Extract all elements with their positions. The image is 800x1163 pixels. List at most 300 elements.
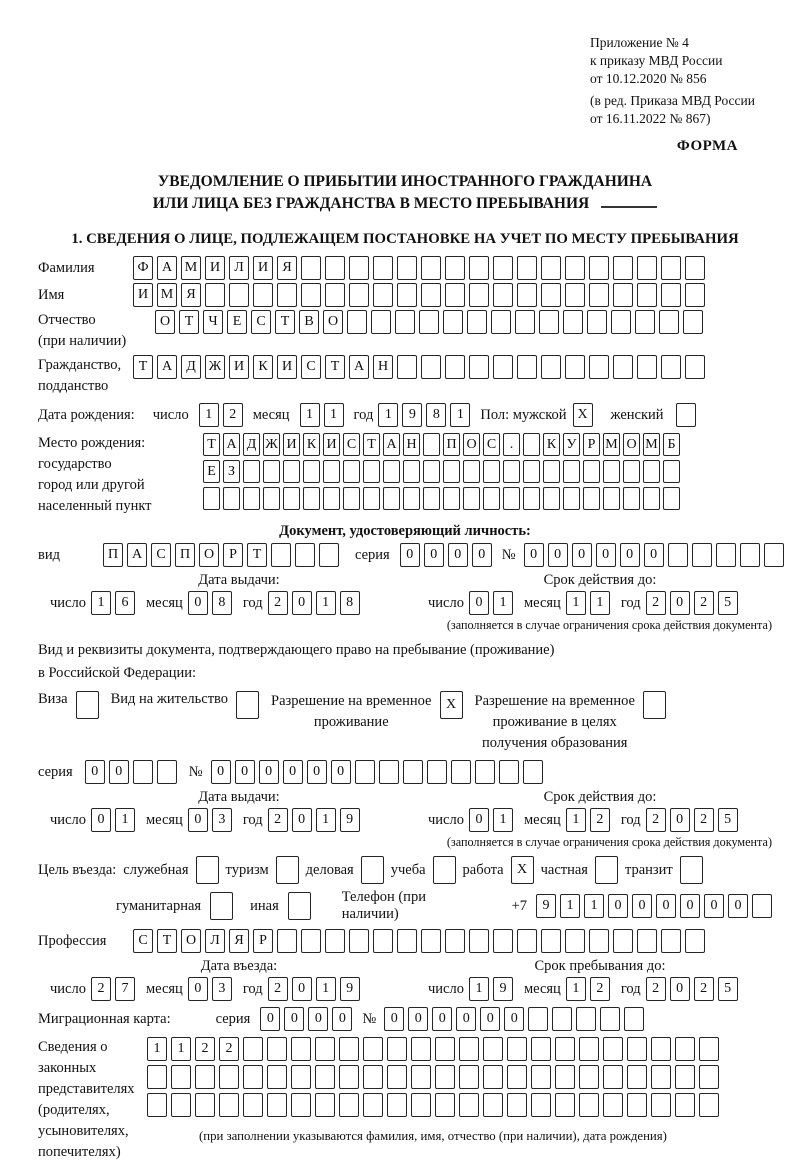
char-box-filled[interactable]: 0 [259, 760, 279, 784]
char-box-filled[interactable]: 9 [402, 403, 422, 427]
char-box[interactable] [589, 283, 609, 307]
char-box-filled[interactable]: 1 [316, 808, 336, 832]
char-box[interactable] [419, 310, 439, 334]
char-box-filled[interactable]: 1 [450, 403, 470, 427]
char-box[interactable] [589, 929, 609, 953]
char-box-filled[interactable]: 0 [188, 808, 208, 832]
char-box-filled[interactable]: 1 [590, 591, 610, 615]
char-box-filled[interactable]: 0 [596, 543, 616, 567]
char-box[interactable] [339, 1037, 359, 1061]
char-box[interactable] [541, 283, 561, 307]
char-box-filled[interactable]: X [573, 403, 593, 427]
char-box-filled[interactable]: 0 [307, 760, 327, 784]
char-box[interactable] [243, 460, 260, 483]
char-box[interactable] [493, 283, 513, 307]
char-box-filled[interactable]: О [155, 310, 175, 334]
char-box[interactable] [445, 256, 465, 280]
char-box[interactable] [651, 1037, 671, 1061]
char-box-filled[interactable]: М [181, 256, 201, 280]
char-box[interactable] [387, 1065, 407, 1089]
char-box[interactable] [663, 460, 680, 483]
char-box-filled[interactable]: 0 [728, 894, 748, 918]
char-box-filled[interactable]: С [301, 355, 321, 379]
char-box[interactable] [459, 1093, 479, 1117]
char-box[interactable] [371, 310, 391, 334]
char-box[interactable] [503, 460, 520, 483]
char-box-filled[interactable]: 0 [644, 543, 664, 567]
char-box[interactable] [243, 1093, 263, 1117]
char-box-filled[interactable]: Ж [263, 433, 280, 456]
char-box[interactable] [661, 929, 681, 953]
char-box-filled[interactable]: 0 [469, 808, 489, 832]
char-box-filled[interactable]: 9 [536, 894, 556, 918]
char-box[interactable] [319, 543, 339, 567]
char-box-filled[interactable]: 1 [316, 591, 336, 615]
char-box-filled[interactable]: И [205, 256, 225, 280]
char-box-filled[interactable]: 1 [566, 977, 586, 1001]
char-box[interactable] [623, 460, 640, 483]
char-box[interactable] [427, 760, 447, 784]
char-box[interactable] [659, 310, 679, 334]
char-box[interactable] [587, 310, 607, 334]
char-box[interactable] [435, 1093, 455, 1117]
char-box[interactable] [555, 1093, 575, 1117]
char-box-filled[interactable]: В [299, 310, 319, 334]
char-box[interactable] [595, 856, 618, 884]
char-box[interactable] [323, 487, 340, 510]
char-box[interactable] [435, 1065, 455, 1089]
char-box[interactable] [541, 355, 561, 379]
char-box[interactable] [676, 403, 696, 427]
char-box[interactable] [445, 355, 465, 379]
char-box-filled[interactable]: 0 [283, 760, 303, 784]
char-box-filled[interactable]: 8 [212, 591, 232, 615]
char-box[interactable] [301, 256, 321, 280]
char-box[interactable] [363, 1065, 383, 1089]
char-box-filled[interactable]: Ф [133, 256, 153, 280]
char-box[interactable] [463, 487, 480, 510]
char-box-filled[interactable]: 9 [340, 977, 360, 1001]
char-box-filled[interactable]: 1 [147, 1037, 167, 1061]
char-box-filled[interactable]: 1 [584, 894, 604, 918]
char-box[interactable] [651, 1065, 671, 1089]
char-box-filled[interactable]: 0 [448, 543, 468, 567]
char-box-filled[interactable]: Т [179, 310, 199, 334]
char-box-filled[interactable]: 0 [620, 543, 640, 567]
char-box[interactable] [283, 487, 300, 510]
char-box[interactable] [203, 487, 220, 510]
char-box[interactable] [627, 1065, 647, 1089]
char-box[interactable] [443, 310, 463, 334]
char-box[interactable] [563, 487, 580, 510]
char-box-filled[interactable]: К [303, 433, 320, 456]
char-box[interactable] [277, 283, 297, 307]
char-box-filled[interactable]: 2 [268, 977, 288, 1001]
char-box[interactable] [373, 283, 393, 307]
char-box[interactable] [323, 460, 340, 483]
char-box-filled[interactable]: 0 [432, 1007, 452, 1031]
char-box[interactable] [157, 760, 177, 784]
char-box-filled[interactable]: 7 [115, 977, 135, 1001]
char-box[interactable] [463, 460, 480, 483]
char-box-filled[interactable]: 1 [300, 403, 320, 427]
char-box-filled[interactable]: И [283, 433, 300, 456]
char-box-filled[interactable]: 0 [548, 543, 568, 567]
char-box[interactable] [451, 760, 471, 784]
char-box-filled[interactable]: И [133, 283, 153, 307]
char-box-filled[interactable]: С [133, 929, 153, 953]
char-box[interactable] [692, 543, 712, 567]
char-box[interactable] [147, 1065, 167, 1089]
char-box[interactable] [531, 1093, 551, 1117]
char-box-filled[interactable]: М [603, 433, 620, 456]
char-box[interactable] [675, 1093, 695, 1117]
char-box-filled[interactable]: 0 [656, 894, 676, 918]
char-box[interactable] [552, 1007, 572, 1031]
char-box-filled[interactable]: С [483, 433, 500, 456]
char-box[interactable] [423, 433, 440, 456]
char-box-filled[interactable]: 0 [85, 760, 105, 784]
char-box-filled[interactable]: 3 [212, 808, 232, 832]
char-box[interactable] [383, 487, 400, 510]
char-box[interactable] [507, 1037, 527, 1061]
char-box[interactable] [421, 355, 441, 379]
char-box[interactable] [623, 487, 640, 510]
char-box-filled[interactable]: 2 [91, 977, 111, 1001]
char-box-filled[interactable]: К [543, 433, 560, 456]
char-box-filled[interactable]: И [229, 355, 249, 379]
char-box-filled[interactable]: 0 [504, 1007, 524, 1031]
char-box-filled[interactable]: 0 [704, 894, 724, 918]
char-box-filled[interactable]: 2 [646, 808, 666, 832]
char-box-filled[interactable]: 0 [608, 894, 628, 918]
char-box[interactable] [421, 256, 441, 280]
char-box-filled[interactable]: М [643, 433, 660, 456]
char-box[interactable] [613, 283, 633, 307]
char-box[interactable] [680, 856, 703, 884]
char-box[interactable] [493, 355, 513, 379]
char-box[interactable] [196, 856, 219, 884]
char-box[interactable] [291, 1065, 311, 1089]
char-box-filled[interactable]: 9 [340, 808, 360, 832]
char-box[interactable] [603, 460, 620, 483]
char-box[interactable] [195, 1065, 215, 1089]
char-box[interactable] [276, 856, 299, 884]
char-box-filled[interactable]: Р [253, 929, 273, 953]
char-box[interactable] [411, 1093, 431, 1117]
char-box-filled[interactable]: 5 [718, 808, 738, 832]
char-box-filled[interactable]: А [349, 355, 369, 379]
char-box[interactable] [541, 256, 561, 280]
char-box[interactable] [603, 1065, 623, 1089]
char-box-filled[interactable]: 0 [188, 977, 208, 1001]
char-box[interactable] [764, 543, 784, 567]
char-box[interactable] [563, 310, 583, 334]
char-box[interactable] [469, 256, 489, 280]
char-box[interactable] [387, 1093, 407, 1117]
char-box[interactable] [343, 487, 360, 510]
char-box[interactable] [469, 355, 489, 379]
char-box[interactable] [315, 1037, 335, 1061]
char-box[interactable] [325, 256, 345, 280]
char-box[interactable] [613, 256, 633, 280]
char-box[interactable] [483, 1093, 503, 1117]
char-box-filled[interactable]: 0 [292, 808, 312, 832]
char-box-filled[interactable]: 1 [115, 808, 135, 832]
char-box[interactable] [277, 929, 297, 953]
char-box[interactable] [301, 283, 321, 307]
char-box[interactable] [339, 1093, 359, 1117]
char-box-filled[interactable]: 2 [195, 1037, 215, 1061]
char-box[interactable] [243, 1037, 263, 1061]
char-box-filled[interactable]: 2 [694, 591, 714, 615]
char-box[interactable] [627, 1037, 647, 1061]
char-box[interactable] [395, 310, 415, 334]
char-box[interactable] [589, 355, 609, 379]
char-box[interactable] [483, 460, 500, 483]
char-box[interactable] [195, 1093, 215, 1117]
char-box[interactable] [421, 929, 441, 953]
char-box[interactable] [205, 283, 225, 307]
char-box[interactable] [583, 460, 600, 483]
char-box[interactable] [539, 310, 559, 334]
char-box[interactable] [579, 1065, 599, 1089]
char-box-filled[interactable]: 0 [292, 977, 312, 1001]
char-box[interactable] [253, 283, 273, 307]
char-box[interactable] [528, 1007, 548, 1031]
char-box-filled[interactable]: О [463, 433, 480, 456]
char-box[interactable] [493, 256, 513, 280]
char-box[interactable] [483, 1037, 503, 1061]
char-box[interactable] [483, 1065, 503, 1089]
char-box[interactable] [493, 929, 513, 953]
char-box-filled[interactable]: 2 [694, 808, 714, 832]
char-box-filled[interactable]: Д [243, 433, 260, 456]
char-box[interactable] [637, 256, 657, 280]
char-box-filled[interactable]: 0 [472, 543, 492, 567]
char-box[interactable] [499, 760, 519, 784]
char-box[interactable] [403, 760, 423, 784]
char-box[interactable] [543, 460, 560, 483]
char-box[interactable] [523, 487, 540, 510]
char-box-filled[interactable]: 2 [646, 591, 666, 615]
char-box[interactable] [263, 460, 280, 483]
char-box-filled[interactable]: 0 [670, 977, 690, 1001]
char-box-filled[interactable]: Я [229, 929, 249, 953]
char-box[interactable] [459, 1037, 479, 1061]
char-box[interactable] [716, 543, 736, 567]
char-box[interactable] [223, 487, 240, 510]
char-box-filled[interactable]: 2 [219, 1037, 239, 1061]
char-box-filled[interactable]: Е [203, 460, 220, 483]
char-box[interactable] [303, 460, 320, 483]
char-box-filled[interactable]: Р [223, 543, 243, 567]
char-box[interactable] [683, 310, 703, 334]
char-box-filled[interactable]: 2 [268, 808, 288, 832]
char-box[interactable] [301, 929, 321, 953]
char-box-filled[interactable]: И [277, 355, 297, 379]
char-box[interactable] [315, 1065, 335, 1089]
char-box[interactable] [271, 543, 291, 567]
char-box[interactable] [423, 460, 440, 483]
char-box-filled[interactable]: 2 [694, 977, 714, 1001]
char-box[interactable] [579, 1037, 599, 1061]
char-box-filled[interactable]: 2 [646, 977, 666, 1001]
char-box[interactable] [637, 929, 657, 953]
char-box-filled[interactable]: Л [229, 256, 249, 280]
char-box[interactable] [643, 487, 660, 510]
char-box[interactable] [523, 433, 540, 456]
char-box[interactable] [483, 487, 500, 510]
char-box[interactable] [752, 894, 772, 918]
char-box-filled[interactable]: 0 [424, 543, 444, 567]
char-box[interactable] [443, 460, 460, 483]
char-box[interactable] [675, 1065, 695, 1089]
char-box[interactable] [229, 283, 249, 307]
char-box[interactable] [517, 355, 537, 379]
char-box-filled[interactable]: 0 [400, 543, 420, 567]
char-box-filled[interactable]: 0 [480, 1007, 500, 1031]
char-box-filled[interactable]: Е [227, 310, 247, 334]
char-box[interactable] [637, 283, 657, 307]
char-box-filled[interactable]: О [323, 310, 343, 334]
char-box[interactable] [555, 1037, 575, 1061]
char-box-filled[interactable]: 1 [171, 1037, 191, 1061]
char-box[interactable] [445, 283, 465, 307]
char-box-filled[interactable]: 0 [632, 894, 652, 918]
char-box-filled[interactable]: 0 [235, 760, 255, 784]
char-box[interactable] [133, 760, 153, 784]
char-box-filled[interactable]: Т [133, 355, 153, 379]
char-box[interactable] [325, 283, 345, 307]
char-box-filled[interactable]: 1 [566, 808, 586, 832]
char-box-filled[interactable]: . [503, 433, 520, 456]
char-box[interactable] [603, 1093, 623, 1117]
char-box[interactable] [267, 1065, 287, 1089]
char-box[interactable] [475, 760, 495, 784]
char-box-filled[interactable]: 0 [456, 1007, 476, 1031]
char-box-filled[interactable]: Л [205, 929, 225, 953]
char-box[interactable] [171, 1093, 191, 1117]
char-box-filled[interactable]: 2 [223, 403, 243, 427]
char-box-filled[interactable]: 0 [91, 808, 111, 832]
char-box[interactable] [661, 256, 681, 280]
char-box[interactable] [699, 1065, 719, 1089]
char-box[interactable] [643, 691, 666, 719]
char-box[interactable] [663, 487, 680, 510]
char-box-filled[interactable]: Д [181, 355, 201, 379]
char-box[interactable] [459, 1065, 479, 1089]
char-box[interactable] [675, 1037, 695, 1061]
char-box[interactable] [243, 1065, 263, 1089]
char-box[interactable] [315, 1093, 335, 1117]
char-box[interactable] [397, 355, 417, 379]
char-box[interactable] [507, 1065, 527, 1089]
char-box[interactable] [243, 487, 260, 510]
char-box-filled[interactable]: 0 [211, 760, 231, 784]
char-box-filled[interactable]: А [383, 433, 400, 456]
char-box-filled[interactable]: Н [403, 433, 420, 456]
char-box[interactable] [421, 283, 441, 307]
char-box-filled[interactable]: 0 [408, 1007, 428, 1031]
char-box[interactable] [531, 1037, 551, 1061]
char-box-filled[interactable]: С [343, 433, 360, 456]
char-box-filled[interactable]: 0 [188, 591, 208, 615]
char-box[interactable] [349, 283, 369, 307]
char-box[interactable] [219, 1093, 239, 1117]
char-box-filled[interactable]: 1 [378, 403, 398, 427]
char-box[interactable] [517, 929, 537, 953]
char-box[interactable] [651, 1093, 671, 1117]
char-box[interactable] [236, 691, 259, 719]
char-box[interactable] [517, 283, 537, 307]
char-box[interactable] [503, 487, 520, 510]
char-box[interactable] [661, 283, 681, 307]
char-box[interactable] [613, 355, 633, 379]
char-box[interactable] [267, 1037, 287, 1061]
char-box-filled[interactable]: А [157, 256, 177, 280]
char-box-filled[interactable]: Т [363, 433, 380, 456]
char-box[interactable] [363, 1093, 383, 1117]
char-box[interactable] [565, 355, 585, 379]
char-box[interactable] [523, 760, 543, 784]
char-box-filled[interactable]: 1 [493, 808, 513, 832]
char-box-filled[interactable]: М [157, 283, 177, 307]
char-box[interactable] [624, 1007, 644, 1031]
char-box[interactable] [411, 1065, 431, 1089]
char-box[interactable] [147, 1093, 167, 1117]
char-box-filled[interactable]: 0 [469, 591, 489, 615]
char-box-filled[interactable]: У [563, 433, 580, 456]
char-box[interactable] [373, 929, 393, 953]
char-box[interactable] [295, 543, 315, 567]
char-box[interactable] [507, 1093, 527, 1117]
char-box-filled[interactable]: X [440, 691, 463, 719]
char-box[interactable] [603, 1037, 623, 1061]
char-box[interactable] [685, 929, 705, 953]
char-box[interactable] [343, 460, 360, 483]
char-box[interactable] [668, 543, 688, 567]
char-box[interactable] [643, 460, 660, 483]
char-box[interactable] [603, 487, 620, 510]
char-box-filled[interactable]: 1 [91, 591, 111, 615]
char-box-filled[interactable]: П [175, 543, 195, 567]
char-box[interactable] [339, 1065, 359, 1089]
char-box-filled[interactable]: Т [275, 310, 295, 334]
char-box[interactable] [699, 1037, 719, 1061]
char-box[interactable] [363, 487, 380, 510]
char-box[interactable] [403, 460, 420, 483]
char-box-filled[interactable]: 0 [332, 1007, 352, 1031]
char-box-filled[interactable]: О [199, 543, 219, 567]
char-box[interactable] [685, 283, 705, 307]
char-box-filled[interactable]: 0 [384, 1007, 404, 1031]
char-box-filled[interactable]: 0 [680, 894, 700, 918]
char-box-filled[interactable]: 0 [331, 760, 351, 784]
char-box-filled[interactable]: 2 [590, 808, 610, 832]
char-box-filled[interactable]: П [443, 433, 460, 456]
char-box-filled[interactable]: 1 [560, 894, 580, 918]
char-box[interactable] [383, 460, 400, 483]
char-box[interactable] [563, 460, 580, 483]
char-box-filled[interactable]: С [251, 310, 271, 334]
char-box[interactable] [361, 856, 384, 884]
char-box[interactable] [541, 929, 561, 953]
char-box[interactable] [523, 460, 540, 483]
char-box-filled[interactable]: 0 [572, 543, 592, 567]
char-box[interactable] [661, 355, 681, 379]
char-box[interactable] [613, 929, 633, 953]
